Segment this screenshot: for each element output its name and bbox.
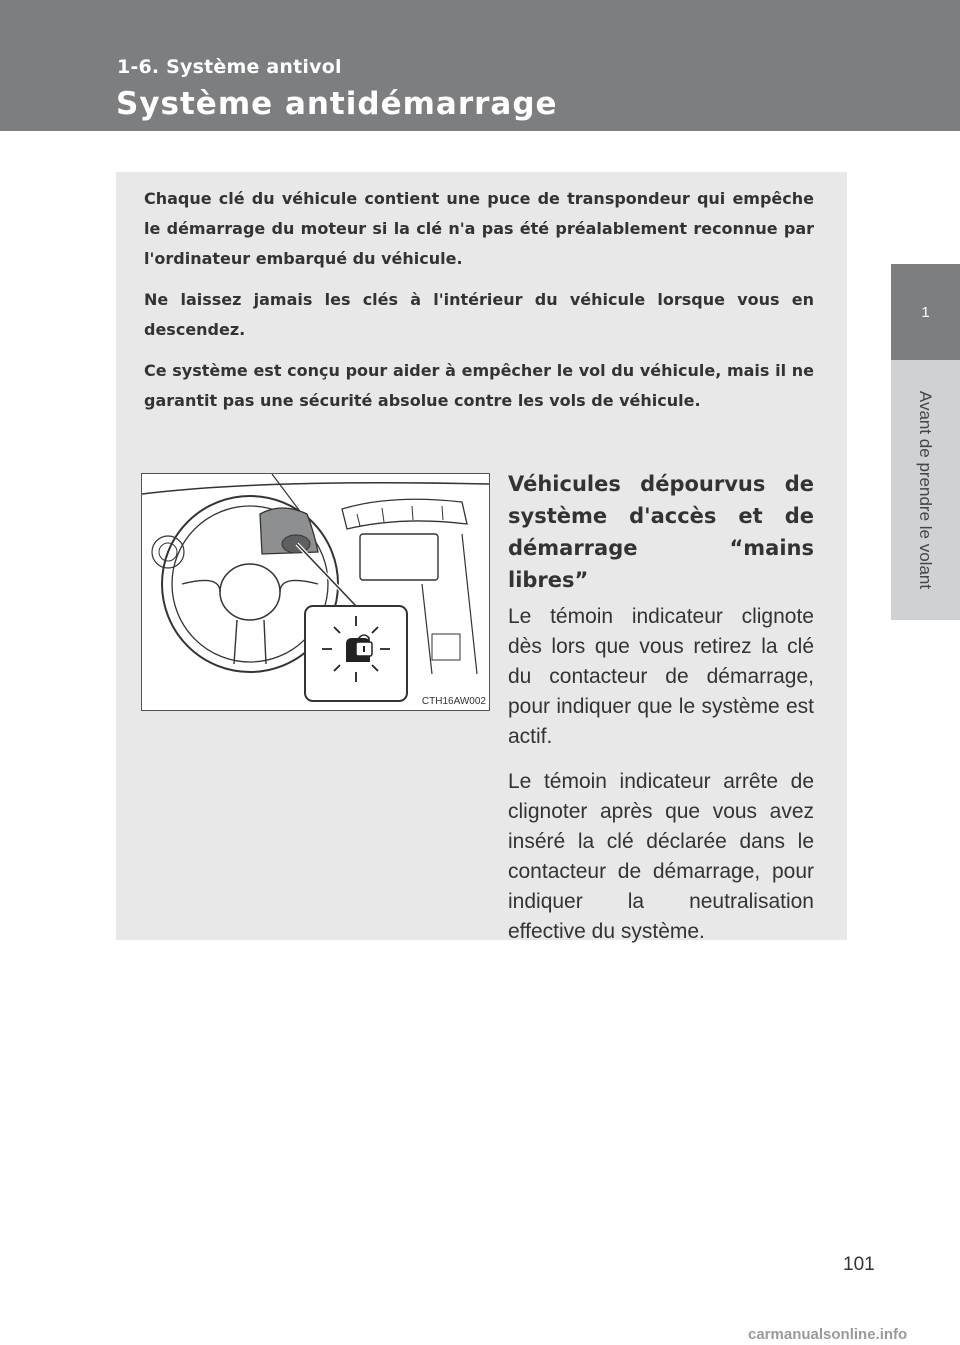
chapter-tab[interactable] <box>891 264 960 360</box>
watermark: carmanualsonline.info <box>748 1326 908 1343</box>
figure-code: CTH16AW002 <box>421 696 486 707</box>
chapter-number: 1 <box>921 304 930 321</box>
dashboard-drawing <box>142 474 489 710</box>
page-header <box>0 0 960 131</box>
section-paragraph-1: Le témoin indicateur clignote dès lors que vous retirez la clé du contacteur de démarrage, pour indiquer que le système est actif. <box>508 605 814 748</box>
section-label: 1-6. Système antivol <box>117 56 342 78</box>
intro-text <box>144 184 814 427</box>
dashboard-illustration <box>141 473 490 711</box>
intro-paragraph-2: Ne laissez jamais les clés à l'intérieur du véhicule lorsque vous en descendez. <box>144 290 814 339</box>
intro-paragraph-1: Chaque clé du véhicule contient une puce de transpondeur qui empêche le démarrage du moteur si la clé n'a pas été préalablement reconnue par l'ordinateur embarqué du véhicule. <box>144 189 814 268</box>
section-column <box>508 468 814 962</box>
intro-paragraph-3: Ce système est conçu pour aider à empêcher le vol du véhicule, mais il ne garantit pas une sécurité absolue contre les vols de véhicule. <box>144 361 814 410</box>
section-heading: Véhicules dépourvus de système d'accès et de démarrage “mains libres” <box>508 472 814 592</box>
section-paragraph-2: Le témoin indicateur arrête de clignoter après que vous avez inséré la clé déclarée dans le contacteur de démarrage, pour indiquer la neutralisation effective du système. <box>508 770 814 943</box>
content-box <box>116 172 847 943</box>
page-number: 101 <box>843 1254 875 1275</box>
chapter-label: Avant de prendre le volant <box>916 390 935 590</box>
chapter-label-tab <box>891 360 960 620</box>
page-title: Système antidémarrage <box>116 86 558 122</box>
